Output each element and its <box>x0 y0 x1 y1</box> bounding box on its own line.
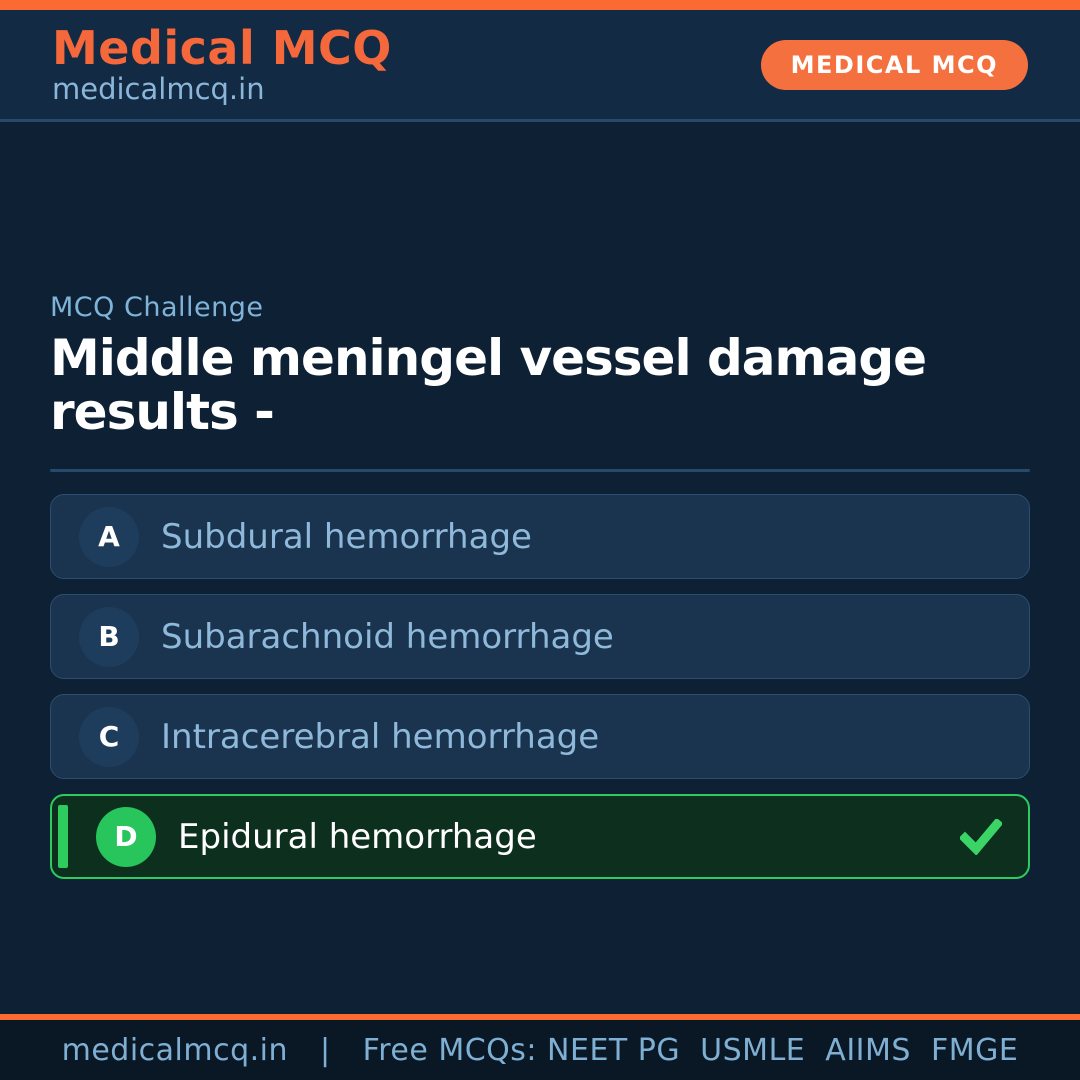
option-b-letter: B <box>98 620 120 653</box>
top-accent-bar <box>0 0 1080 10</box>
header <box>0 10 1080 122</box>
option-c-text: Intracerebral hemorrhage <box>161 716 600 757</box>
footer <box>0 1020 1080 1080</box>
footer-site: medicalmcq.in <box>61 1032 289 1068</box>
divider <box>50 469 1030 472</box>
option-d-text: Epidural hemorrhage <box>178 816 537 857</box>
brand <box>52 20 392 107</box>
option-d-letter-badge <box>96 807 156 867</box>
option-d-correct[interactable] <box>50 794 1030 879</box>
option-a-letter-badge <box>79 507 139 567</box>
eyebrow-label: MCQ Challenge <box>50 292 264 323</box>
question-title: Middle meningel vessel damage results - <box>50 329 927 441</box>
footer-separator: | <box>320 1032 331 1068</box>
brand-badge: MEDICAL MCQ <box>761 40 1028 90</box>
brand-domain: medicalmcq.in <box>52 72 265 107</box>
question-area <box>0 122 1080 1014</box>
option-a[interactable] <box>50 494 1030 579</box>
options-list <box>50 494 1030 879</box>
option-b-letter-badge <box>79 607 139 667</box>
option-a-text: Subdural hemorrhage <box>161 516 532 557</box>
option-c-letter: C <box>98 720 120 753</box>
option-b[interactable] <box>50 594 1030 679</box>
option-c-letter-badge <box>79 707 139 767</box>
option-b-text: Subarachnoid hemorrhage <box>161 616 614 657</box>
footer-tagline: Free MCQs: NEET PG USMLE AIIMS FMGE <box>362 1032 1019 1068</box>
option-d-letter: D <box>114 820 138 853</box>
check-icon <box>960 819 1002 855</box>
option-c[interactable] <box>50 694 1030 779</box>
brand-name: Medical MCQ <box>52 20 392 75</box>
option-a-letter: A <box>98 520 120 553</box>
